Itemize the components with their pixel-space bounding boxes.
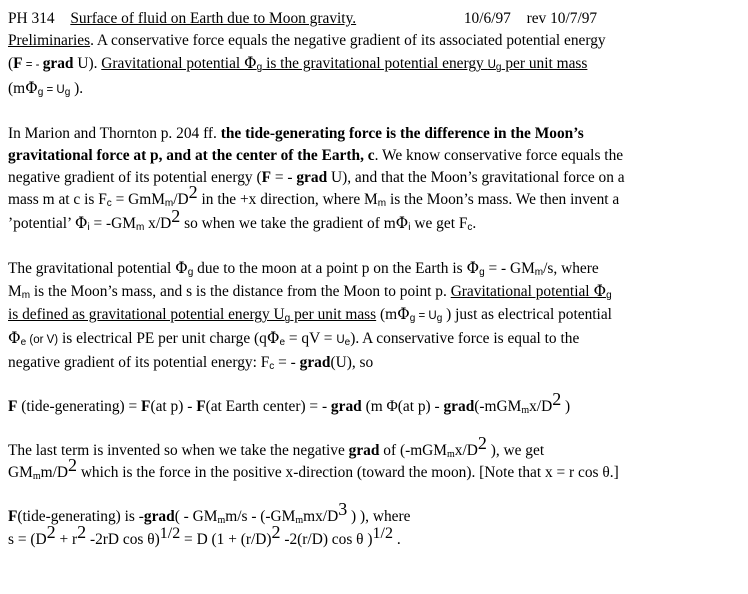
text-fragment: m [32,471,41,483]
text-fragment: negative gradient of its potential energy ( [8,169,262,187]
text-fragment: g [479,266,485,278]
text-fragment: Φ [74,213,88,232]
text-fragment: U), and that the Moon’s gravitational force on a [327,169,625,187]
grad-symbol: grad [42,55,74,73]
text-fragment: F [8,508,18,526]
text-fragment: + r [55,530,78,548]
text-fragment: = [43,83,57,96]
text-fragment: Φ [395,213,409,232]
text-fragment: m [295,515,304,527]
text-fragment: grad [143,508,175,526]
text-fragment: c [467,221,473,233]
text-fragment: Φ [593,282,607,301]
text-fragment: m [21,290,31,302]
text-fragment: m [377,198,387,210]
text-fragment: (m [8,79,26,97]
text-fragment: = - GM [484,259,535,277]
prelim-line-3 [8,77,740,101]
text-fragment: g [64,86,71,98]
text-fragment: of (-mGM [379,442,447,460]
text-fragment: per unit mass [501,55,588,73]
text-fragment: grad [296,169,328,187]
text-fragment: = qV = [285,330,337,348]
text-fragment: 2 [477,433,487,454]
text-fragment: m [521,404,530,416]
text-fragment: i [408,221,411,233]
text-fragment: m [135,221,145,233]
text-fragment: (-mGM [474,397,522,415]
text-fragment: ( - GM [174,508,218,526]
text-fragment: Φ [25,78,38,97]
text-fragment: (U), so [330,353,374,371]
text-fragment: m/s - (-GM [225,508,296,526]
text-fragment: 1/2 [372,524,393,542]
text-fragment: 2 [46,521,56,542]
text-fragment: ) [561,397,571,415]
text-fragment: U [487,59,496,72]
force-symbol: F [13,55,23,73]
text-fragment: g [606,290,612,302]
text-fragment: g [409,313,416,325]
marion-line-2 [8,145,740,167]
marion-line-4 [8,182,740,211]
text-fragment: m [164,198,174,210]
text-fragment: U [336,334,345,347]
text: = - [22,59,43,72]
text-fragment: 2 [67,455,77,476]
text-fragment: 3 [338,499,348,520]
text-fragment: mass m at c is F [8,191,107,209]
gravpot-line-5 [8,352,740,374]
prelim-line-1 [8,30,740,52]
gravpot-line-4 [8,327,740,351]
equation-tide-force [8,388,740,418]
text-fragment: grad [348,442,380,460]
text-fragment: F [141,397,151,415]
text-fragment: (tide-generating) is - [17,508,144,526]
text-fragment: mx/D [303,508,339,526]
text-fragment: = -GM [89,214,136,232]
text-fragment: U [56,83,65,96]
text-fragment: is defined as gravitational potential energy U [8,306,285,324]
text-fragment: ), we get [486,442,545,460]
text-fragment: so when we take the gradient of m [180,214,396,232]
text-fragment: -2rD cos θ) [86,530,160,548]
text-fragment: /s, where [543,259,599,277]
text-fragment: F [196,397,206,415]
text-fragment: = D (1 + (r/D) [180,530,272,548]
doc-date: 10/6/97 [463,10,511,27]
text-fragment: F [8,397,18,415]
text-fragment: Φ [466,258,480,277]
text-fragment: /D [173,191,189,209]
text-fragment: is the Moon’s mass, and s is the distance from the Moon to point p. [30,283,451,301]
equation-distance-s [8,521,740,551]
text-fragment: Φ [266,329,280,348]
text-fragment: U [428,310,437,323]
text-fragment: ). [70,79,84,97]
text-fragment: ) just as electrical potential [442,306,612,324]
marion-line-1 [8,123,740,145]
text-fragment: 2 [77,521,87,542]
text-fragment: g [495,62,502,74]
marion-line-3 [8,167,740,189]
text-fragment: grad [330,397,362,415]
text-fragment: the tide-generating force is the difference in the Moon’s [220,124,584,142]
text-fragment: (m Φ(at p) - [361,397,444,415]
text-fragment: x/D [144,214,172,232]
text-fragment: which is the force in the positive x-direction (toward the moon). [Note that x = r cos θ.] [76,464,619,482]
text-fragment: s = (D [8,530,47,548]
text-fragment: m [217,515,226,527]
text-fragment: gravitational force at p, and at the center of the Earth, c [8,147,375,165]
text-fragment: due to the moon at a point p on the Earth is [193,259,467,277]
text-fragment: . [392,530,401,548]
text-fragment: Φ [244,54,257,73]
text-fragment: e [279,337,286,349]
doc-title: Surface of fluid on Earth due to Moon gravity. [70,10,357,27]
text-fragment: The last term is invented so when we take the negative [8,442,349,460]
text-fragment: is the gravitational potential energy [262,55,488,73]
text-fragment: . [472,214,477,232]
text-fragment: m [446,449,455,461]
text-fragment: 2 [271,521,281,542]
text-fragment: grad [443,397,475,415]
text-fragment: = GmM [111,191,165,209]
text-fragment: g [37,86,44,98]
text-fragment: . We know conservative force equals the [374,147,624,165]
text-fragment: grad [299,353,331,371]
text-fragment: -2(r/D) cos θ ) [280,530,373,548]
text-fragment: (at p) - [150,397,197,415]
text-fragment: = - [274,353,300,371]
text-fragment: 1/2 [159,524,181,542]
gravpot-line-2 [8,280,740,303]
text-fragment: we get F [410,214,468,232]
text-fragment: in the +x direction, where M [197,191,378,209]
text-fragment: is the Moon’s mass. We then invent a [386,191,620,209]
text: ( [8,55,14,73]
course-code: PH 314 [8,10,55,27]
text-fragment: F [261,169,271,187]
text-fragment: c [269,360,275,372]
text-fragment: e [344,337,351,349]
text: U). [73,55,102,73]
text-fragment: m [534,266,544,278]
text-fragment: (tide-generating) = [17,397,142,415]
text-fragment: x/D [529,397,553,415]
text-fragment: per unit mass [290,306,377,324]
text-fragment: GM [8,464,33,482]
text-fragment: negative gradient of its potential energy: F [8,353,270,371]
text-fragment: Φ [175,258,188,277]
lastterm-line-1 [8,433,740,462]
gravpot-line-3 [8,303,740,327]
text-fragment: x/D [454,442,478,460]
text-fragment: 2 [171,205,181,226]
header-line [8,8,740,30]
text-fragment: g [436,313,443,325]
text-fragment: (or V) [26,334,59,347]
text-fragment: ) ), where [347,508,411,526]
text-fragment: Gravitational potential [450,283,594,301]
text-fragment: g [187,266,194,278]
text-fragment: (m [376,306,398,324]
lastterm-line-2 [8,455,740,484]
text-fragment: m/D [40,464,68,482]
text-fragment: is electrical PE per unit charge (q [58,330,267,348]
text-fragment: = [415,310,429,323]
text-fragment: (at Earth center) = - [205,397,331,415]
text-fragment: In Marion and Thornton p. 204 ff. [8,124,221,142]
gravpot-line-1 [8,257,740,280]
text-fragment: 2 [188,182,198,203]
text-fragment: c [106,198,112,210]
text-fragment: ). A conservative force is equal to the [350,330,580,348]
text-fragment: M [8,283,22,301]
text-fragment: Φ [397,305,410,324]
text-fragment: The gravitational potential [8,259,176,277]
text-fragment: ’potential’ [8,214,75,232]
prelim-heading: Preliminaries [8,32,91,50]
text-fragment: Gravitational potential [101,55,245,73]
marion-line-5 [8,205,740,235]
text-fragment: 2 [552,388,562,409]
prelim-line-2 [8,52,740,76]
doc-rev: rev 10/7/97 [526,10,598,27]
text-fragment: g [256,62,263,74]
text-fragment: Φ [8,329,21,348]
text-fragment: i [87,221,90,233]
prelim-text: . A conservative force equals the negative gradient of its associated potential energy [90,32,606,50]
grav-definition [101,55,587,72]
text-fragment: = - [270,169,297,187]
text-fragment: e [20,337,27,349]
text-fragment: g [284,313,291,325]
